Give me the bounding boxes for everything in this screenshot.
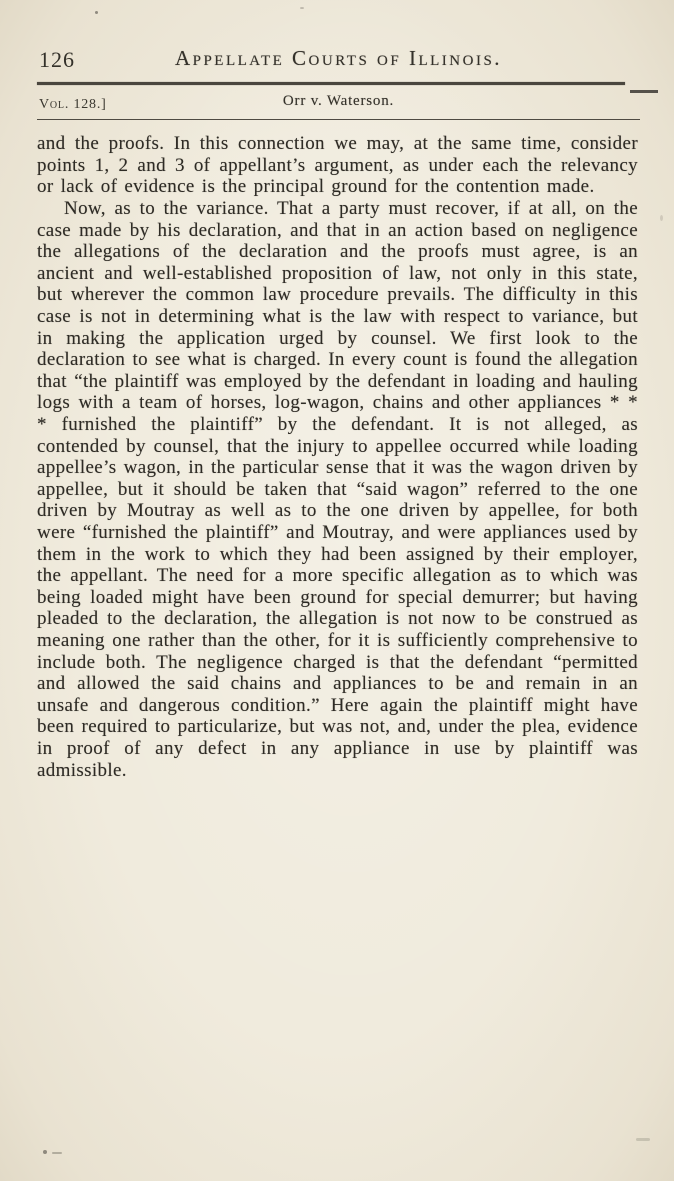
running-head [37,46,640,76]
scan-speck [300,7,304,9]
header-rule [37,82,625,85]
scan-speck [95,11,98,14]
opinion-text [37,133,638,781]
scan-speck [43,1150,47,1154]
case-rule [37,119,640,121]
running-title: Appellate Courts of Illinois. [174,46,503,70]
scan-speck [660,215,663,221]
scan-speck [636,1138,650,1141]
case-head [37,93,640,115]
paragraph-continuation: and the proofs. In this connection we may, at the same time, consider points 1, 2 and 3 of appellant’s argument, as under each the relevancy or lack of evidence is the principal ground for the contention made. [37,133,638,198]
page-number: 126 [39,47,75,72]
scan-speck [52,1152,62,1154]
case-name: Orr v. Waterson. [282,92,395,109]
paragraph-variance: Now, as to the variance. That a party must recover, if at all, on the case made by his declaration, and that in an action based on negligence the allegations of the declaration and the proofs must agree, is an ancient and well-established proposition of law, not only in this state, but wherever the common law procedure prevails. The difficulty in this case is not in determining what is the law with respect to variance, but in making the application urged by counsel. We first look to the declaration to see what is charged. In every count is found the allegation that “the plaintiff was employed by the defendant in loading and hauling logs with a team of horses, log-wagon, chains and other appliances * * * furnished the plaintiff” by the defendant. It is not alleged, as contended by counsel, that the injury to appellee occurred while loading appellee’s wagon, in the particular sense that it was the wagon driven by appellee, but it should be taken that “said wagon” referred to the one driven by Moutray as well as to the one driven by appellee, for both were “furnished the plaintiff” and Moutray, and were appliances used by them in the work to which they had been assigned by their employer, the appellant. The need for a more specific allegation as to which was being loaded might have been ground for special demurrer; but having pleaded to the declaration, the allegation is not now to be construed as meaning one rather than the other, for it is sufficiently comprehensive to include both. The negligence charged is that the defendant “permitted and allowed the said chains and appliances to be and remain in an unsafe and dangerous condition.” Here again the plaintiff might have been required to particularize, but was not, and, under the plea, evidence in proof of any defect in any appliance in use by plaintiff was admissible. [37,198,638,781]
volume-label: Vol. 128.] [39,96,107,112]
